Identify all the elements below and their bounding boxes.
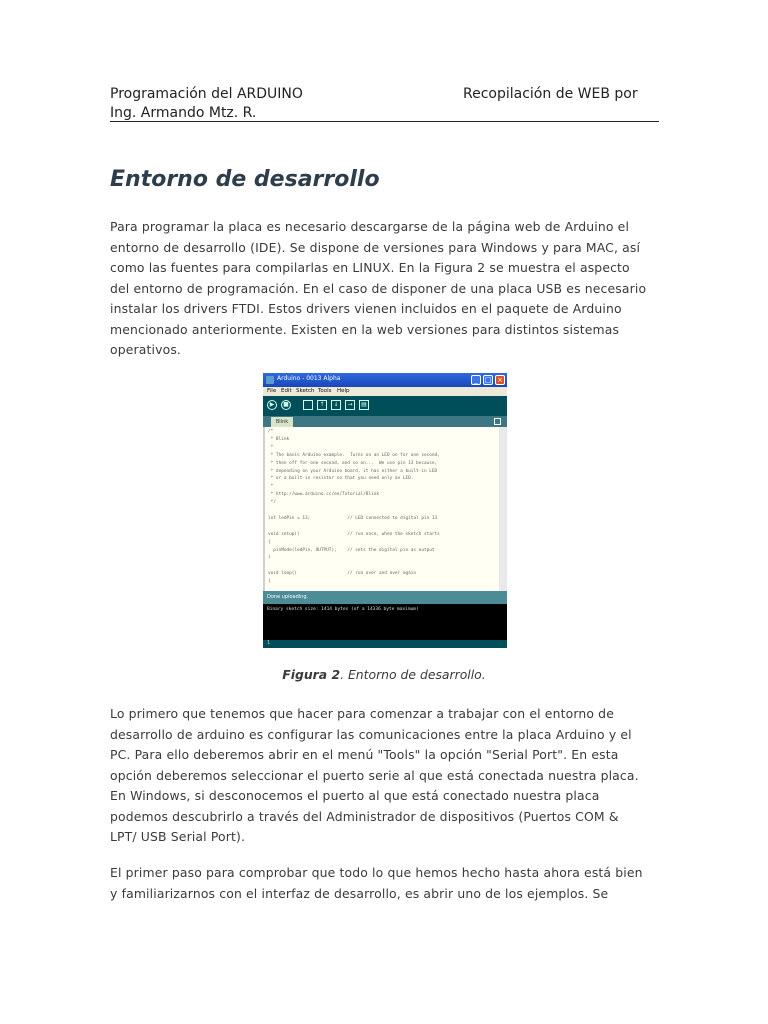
window-titlebar [263, 373, 507, 387]
text-line: mencionado anteriormente. Existen en la web versiones para distintos sistemas [110, 321, 620, 337]
code-line: * http://www.arduino.cc/en/Tutorial/Blink [268, 492, 380, 498]
console-text: Binary sketch size: 1414 bytes (of a 14336 byte maximum) [267, 607, 419, 612]
text-line: Para programar la placa es necesario descargarse de la página web de Arduino el [110, 219, 630, 234]
code-line: * then off for one second, and so on... We use pin 13 because, [268, 460, 438, 466]
text-line: operativos. [110, 342, 182, 357]
text-line: y familiarizarnos con el interfaz de desarrollo, es abrir uno de los ejemplos. Se [110, 885, 609, 901]
toolbar [263, 396, 507, 416]
menu-file: File [267, 388, 277, 394]
tab-strip [263, 416, 507, 427]
line-number: 1 [267, 640, 271, 646]
menu-sketch: Sketch [296, 388, 315, 394]
save-icon: ↓ [331, 400, 341, 410]
code-line: { [268, 539, 271, 545]
section-title: Entorno de desarrollo [110, 167, 380, 192]
header-doc-title: Programación del ARDUINO [110, 86, 303, 102]
menu-edit: Edit [281, 388, 292, 394]
code-line: * The basic Arduino example. Turns on an LED on for one second, [268, 452, 440, 458]
code-line: void loop() // run over and over again [268, 571, 417, 577]
text-line: PC. Para ello deberemos abrir en el menú "Tools" la opción "Serial Port". En esta [110, 747, 619, 762]
status-text: Done uploading. [267, 594, 309, 600]
paragraph-serial-port [110, 704, 650, 848]
text-line: El primer paso para comprobar que todo lo que hemos hecho hasta ahora está bien [110, 865, 643, 880]
caption-label: Figura 2 [282, 667, 341, 682]
status-bar [263, 591, 507, 604]
menu-bar [263, 387, 507, 396]
code-line: { [268, 579, 271, 585]
maximize-icon: □ [484, 376, 492, 384]
code-line: /* [268, 429, 274, 434]
code-line: } [268, 555, 271, 561]
header-author: Ing. Armando Mtz. R. [110, 105, 257, 121]
code-line: * depending on your Arduino board, it has either a built-in LED [268, 468, 438, 474]
code-line: * [268, 484, 274, 490]
menu-tools: Tools [318, 388, 332, 394]
console-output [263, 604, 507, 640]
text-line: del entorno de programación. En el caso de disponer de una placa USB es necesario [110, 280, 647, 296]
code-line: void setup() // run once, when the sketch starts [268, 531, 440, 537]
close-icon: × [495, 375, 505, 385]
code-line: */ [268, 500, 276, 506]
text-line: LPT/ USB Serial Port). [110, 829, 246, 844]
window-title: Arduino - 0013 Alpha [277, 375, 341, 382]
code-line: int ledPin = 13; // LED connected to digital pin 13 [268, 515, 438, 521]
line-number-bar [263, 640, 507, 648]
text-line: podemos descubrirlo a través del Administrador de dispositivos (Puertos COM & [110, 808, 619, 824]
serial-monitor-icon: ▤ [359, 400, 369, 410]
code-line: * or a built-in resistor so that you need only an LED. [268, 476, 414, 482]
paragraph-first-step [110, 863, 650, 904]
text-line: En Windows, si desconocemos el puerto al que está conectado nuestra placa [110, 788, 600, 803]
arduino-app-icon [266, 376, 274, 384]
tab-menu-icon [494, 418, 501, 425]
upload-icon: → [345, 400, 355, 410]
paragraph-intro [110, 217, 650, 361]
code-line: * Blink [268, 436, 290, 442]
stop-icon: ■ [281, 400, 291, 410]
verify-icon: ▶ [267, 400, 277, 410]
text-line: como las fuentes para compilarlas en LINUX. En la Figura 2 se muestra el aspecto [110, 260, 630, 275]
editor-scrollbar [499, 427, 507, 591]
code-line: * [268, 444, 274, 450]
figure-caption [0, 667, 768, 682]
caption-text: . Entorno de desarrollo. [340, 667, 486, 682]
code-line: pinMode(ledPin, OUTPUT); // sets the digital pin as output [268, 547, 435, 553]
text-line: Lo primero que tenemos que hacer para comenzar a trabajar con el entorno de [110, 706, 614, 721]
text-line: desarrollo de arduino es configurar las comunicaciones entre la placa Arduino y el [110, 726, 632, 742]
tab-blink: Blink [271, 417, 293, 427]
text-line: instalar los drivers FTDI. Estos drivers vienen incluidos en el paquete de Arduino [110, 301, 622, 316]
header-rule [110, 121, 659, 122]
header-source: Recopilación de WEB por [463, 86, 638, 102]
new-icon [303, 400, 313, 410]
code-editor [265, 427, 499, 591]
open-icon: ↑ [317, 400, 327, 410]
arduino-ide-figure [263, 373, 507, 648]
text-line: entorno de desarrollo (IDE). Se dispone de versiones para Windows y para MAC, así [110, 239, 641, 255]
text-line: opción deberemos seleccionar el puerto serie al que está conectada nuestra placa. [110, 767, 639, 783]
minimize-icon: _ [471, 375, 481, 385]
menu-help: Help [337, 388, 350, 394]
